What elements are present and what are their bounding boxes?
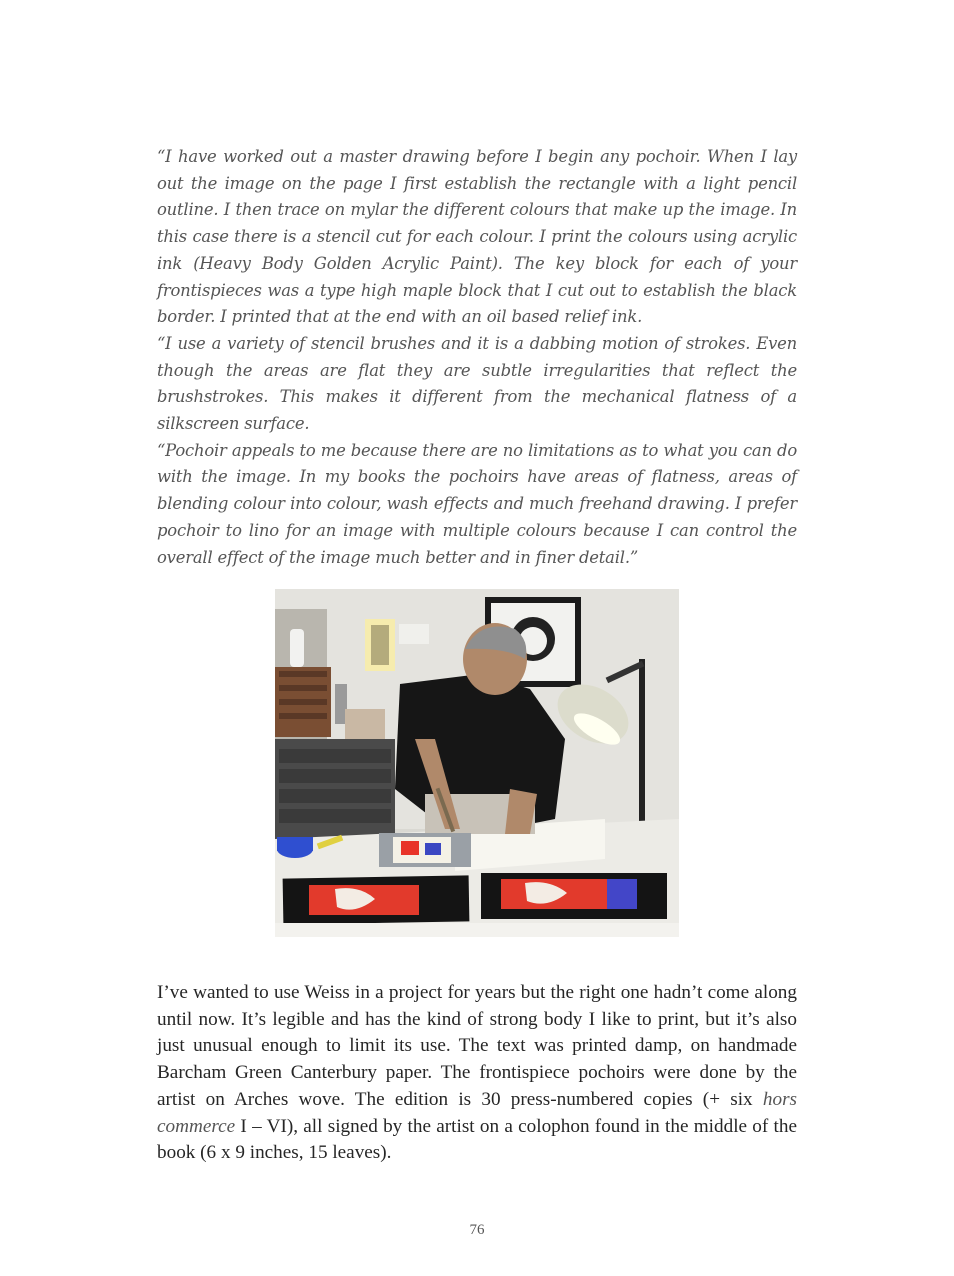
body-text-part-2: I – VI), all signed by the artist on a colophon found in the middle of the book (6 x 9 inches, 15 leaves). (157, 1115, 797, 1164)
quote-paragraph-3: “Pochoir appeals to me because there are no limitations as to what you can do with the image. In my books the pochoirs have areas of flatness, areas of blending colour into colour, wash effects and much freehand drawing. I prefer pochoir to lino for an image with multiple colours because I can control the overall effect of the image much better and in finer detail.” (157, 440, 797, 567)
quote-paragraph-2: “I use a variety of stencil brushes and it is a dabbing motion of strokes. Even though the areas are flat they are subtle irregularities that reflect the brushstrokes. This makes it different from the mechanical flatness of a silkscreen surface. (157, 333, 797, 434)
body-paragraph-text (157, 980, 797, 1167)
artist-quote-block (157, 144, 797, 571)
body-text-part-1: I’ve wanted to use Weiss in a project for years but the right one hadn’t come along until now. It’s legible and has the kind of strong body I like to print, but it’s also just unusual enough to limit its use. The text was printed damp, on handmade Barcham Green Canterbury paper. The frontispiece pochoirs were done by the artist on Arches wove. The edition is 30 press-numbered copies (+ six (157, 982, 797, 1110)
artist-at-work-photo (275, 589, 679, 937)
page-number: 76 (469, 1222, 485, 1238)
body-paragraph (157, 980, 797, 1167)
quote-paragraph-1: “I have worked out a master drawing before I begin any pochoir. When I lay out the image on the page I first establish the rectangle with a light pencil outline. I then trace on mylar the different colours that make up the image. In this case there is a stencil cut for each colour. I print the colours using acrylic ink (Heavy Body Golden Acrylic Paint). The key block for each of your frontispieces was a type high maple block that I cut out to establish the black border. I printed that at the end with an oil based relief ink. (157, 147, 797, 327)
hors-commerce-italic: hors commerce (157, 1088, 797, 1137)
